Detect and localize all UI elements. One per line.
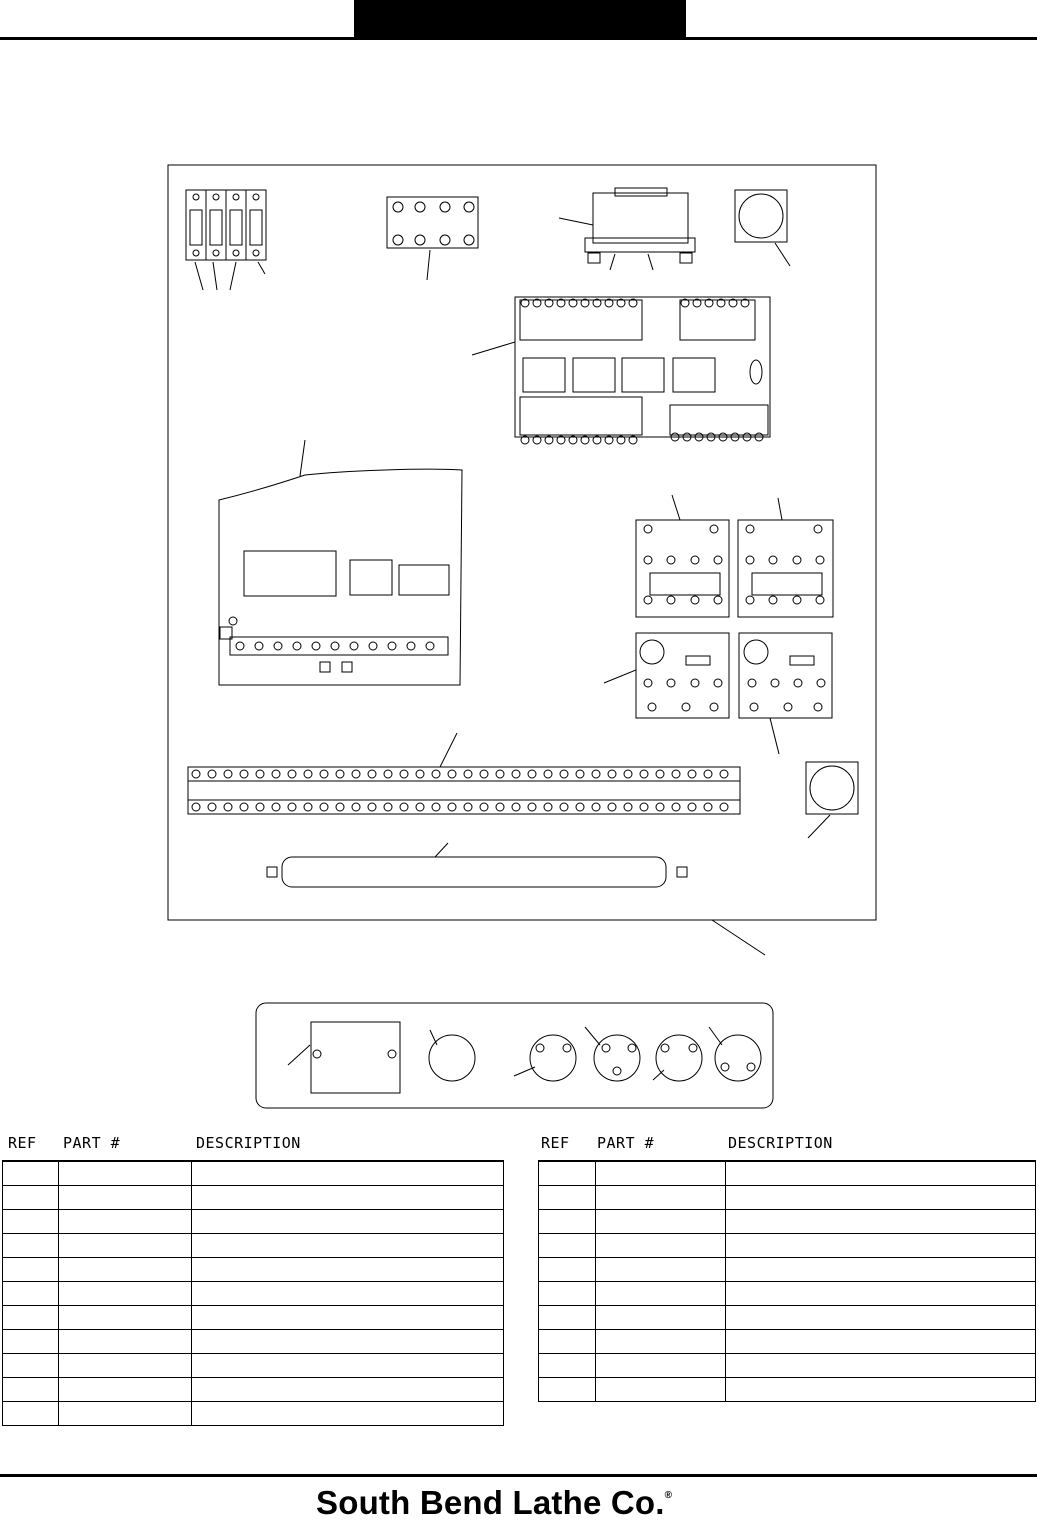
screw-terminal (350, 642, 358, 650)
screw-terminal (714, 679, 722, 687)
table-row (3, 1282, 504, 1306)
table-cell (58, 1282, 192, 1306)
parts-table-left (2, 1160, 504, 1426)
table-cell (725, 1330, 1036, 1354)
table-cell (539, 1378, 596, 1402)
screw-terminal (426, 642, 434, 650)
table-cell (595, 1258, 725, 1282)
braking-resistor (267, 843, 765, 955)
screw-terminal (384, 770, 392, 778)
control-station (256, 1003, 773, 1108)
screw-terminal (320, 770, 328, 778)
table-cell (3, 1330, 59, 1354)
screw-terminal (628, 1044, 636, 1052)
screw-terminal (544, 803, 552, 811)
table-cell (192, 1354, 504, 1378)
screw-terminal (208, 803, 216, 811)
table-row (539, 1258, 1036, 1282)
screw-terminal (352, 803, 360, 811)
table-row (3, 1161, 504, 1186)
screw-terminal (816, 556, 824, 564)
screw-terminal (704, 803, 712, 811)
screw-terminal (814, 525, 822, 533)
screw-terminal (240, 803, 248, 811)
table-cell (725, 1258, 1036, 1282)
table-row (3, 1402, 504, 1426)
screw-terminal (320, 803, 328, 811)
screw-terminal (667, 556, 675, 564)
screw-terminal (771, 679, 779, 687)
screw-terminal (769, 556, 777, 564)
table-row (539, 1210, 1036, 1234)
screw-terminal (313, 1050, 321, 1058)
screw-terminal (563, 1044, 571, 1052)
table-row (539, 1378, 1036, 1402)
screw-terminal (464, 770, 472, 778)
screw-terminal (576, 770, 584, 778)
screw-terminal (720, 803, 728, 811)
transformer (559, 188, 695, 270)
table-cell (539, 1161, 596, 1186)
screw-terminal (560, 770, 568, 778)
screw-terminal (814, 703, 822, 711)
screw-terminal (368, 803, 376, 811)
screw-terminal (448, 770, 456, 778)
table-row (3, 1330, 504, 1354)
table-cell (539, 1354, 596, 1378)
left-header-description: DESCRIPTION (196, 1134, 301, 1152)
table-cell (595, 1210, 725, 1234)
screw-terminal (710, 703, 718, 711)
screw-terminal (644, 556, 652, 564)
screw-terminal (602, 1044, 610, 1052)
table-cell (3, 1354, 59, 1378)
table-cell (725, 1282, 1036, 1306)
table-cell (595, 1282, 725, 1306)
table-row (539, 1330, 1036, 1354)
right-header-description: DESCRIPTION (728, 1134, 833, 1152)
screw-terminal (688, 803, 696, 811)
table-cell (3, 1378, 59, 1402)
table-cell (539, 1330, 596, 1354)
screw-terminal (714, 556, 722, 564)
screw-terminal (682, 703, 690, 711)
screw-terminal (407, 642, 415, 650)
screw-terminal (288, 770, 296, 778)
screw-terminal (640, 803, 648, 811)
screw-terminal (747, 1063, 755, 1071)
footer-rule (0, 1474, 1037, 1477)
screw-terminal (192, 770, 200, 778)
screw-terminal (224, 770, 232, 778)
screw-terminal (644, 679, 652, 687)
screw-terminal (480, 803, 488, 811)
screw-terminal (272, 803, 280, 811)
table-cell (58, 1402, 192, 1426)
table-cell (595, 1378, 725, 1402)
table-cell (539, 1258, 596, 1282)
screw-terminal (608, 803, 616, 811)
panel-outline (168, 165, 876, 920)
screw-terminal (536, 1044, 544, 1052)
table-row (3, 1378, 504, 1402)
screw-terminal (416, 803, 424, 811)
screw-terminal (748, 679, 756, 687)
screw-terminal (480, 770, 488, 778)
screw-terminal (336, 770, 344, 778)
table-row (3, 1258, 504, 1282)
screw-terminal (293, 642, 301, 650)
table-cell (539, 1234, 596, 1258)
table-cell (595, 1234, 725, 1258)
screw-terminal (688, 770, 696, 778)
screw-terminal (388, 1050, 396, 1058)
screw-terminal (720, 770, 728, 778)
screw-terminal (672, 770, 680, 778)
table-cell (58, 1210, 192, 1234)
table-row (539, 1282, 1036, 1306)
screw-terminal (256, 803, 264, 811)
brand-name: South Bend Lathe Co. (316, 1484, 665, 1521)
table-cell (192, 1186, 504, 1210)
table-cell (3, 1402, 59, 1426)
screw-terminal (336, 803, 344, 811)
table-row (3, 1354, 504, 1378)
screw-terminal (312, 642, 320, 650)
screw-terminal (224, 803, 232, 811)
table-cell (58, 1306, 192, 1330)
parts-table-right (538, 1160, 1036, 1402)
screw-terminal (661, 1044, 669, 1052)
terminal-block-small (387, 197, 478, 280)
table-cell (192, 1330, 504, 1354)
screw-terminal (710, 525, 718, 533)
screw-terminal (384, 803, 392, 811)
brand-logo (316, 1484, 672, 1522)
table-cell (595, 1306, 725, 1330)
screw-terminal (648, 703, 656, 711)
screw-terminal (714, 596, 722, 604)
screw-terminal (691, 679, 699, 687)
right-header-ref: REF (541, 1134, 570, 1152)
left-header-part: PART # (63, 1134, 121, 1152)
screw-terminal (794, 679, 802, 687)
screw-terminal (528, 770, 536, 778)
table-row (3, 1186, 504, 1210)
table-cell (539, 1282, 596, 1306)
screw-terminal (256, 770, 264, 778)
screw-terminal (613, 1067, 621, 1075)
screw-terminal (672, 803, 680, 811)
screw-terminal (746, 596, 754, 604)
screw-terminal (240, 770, 248, 778)
table-cell (192, 1234, 504, 1258)
screw-terminal (704, 770, 712, 778)
screw-terminal (746, 525, 754, 533)
table-cell (539, 1210, 596, 1234)
screw-terminal (304, 770, 312, 778)
table-cell (539, 1186, 596, 1210)
screw-terminal (793, 556, 801, 564)
table-cell (725, 1234, 1036, 1258)
table-row (539, 1234, 1036, 1258)
screw-terminal (644, 525, 652, 533)
screw-terminal (640, 770, 648, 778)
screw-terminal (255, 642, 263, 650)
screw-terminal (769, 596, 777, 604)
screw-terminal (192, 803, 200, 811)
table-cell (58, 1330, 192, 1354)
table-cell (725, 1378, 1036, 1402)
screw-terminal (512, 770, 520, 778)
table-cell (595, 1354, 725, 1378)
screw-terminal (691, 556, 699, 564)
table-cell (58, 1378, 192, 1402)
table-cell (539, 1306, 596, 1330)
screw-terminal (432, 803, 440, 811)
screw-terminal (496, 770, 504, 778)
screw-terminal (448, 803, 456, 811)
screw-terminal (592, 770, 600, 778)
screw-terminal (400, 770, 408, 778)
table-row (539, 1354, 1036, 1378)
screw-terminal (512, 803, 520, 811)
screw-terminal (272, 770, 280, 778)
circuit-breakers (186, 190, 266, 290)
table-cell (192, 1378, 504, 1402)
table-cell (58, 1161, 192, 1186)
screw-terminal (544, 770, 552, 778)
table-cell (58, 1234, 192, 1258)
screw-terminal (816, 596, 824, 604)
table-cell (3, 1234, 59, 1258)
screw-terminal (656, 770, 664, 778)
table-cell (192, 1210, 504, 1234)
table-cell (725, 1210, 1036, 1234)
table-cell (725, 1186, 1036, 1210)
screw-terminal (784, 703, 792, 711)
screw-terminal (416, 770, 424, 778)
screw-terminal (644, 596, 652, 604)
table-cell (58, 1258, 192, 1282)
screw-terminal (274, 642, 282, 650)
table-row (539, 1306, 1036, 1330)
screw-terminal (208, 770, 216, 778)
table-cell (192, 1161, 504, 1186)
screw-terminal (560, 803, 568, 811)
cooling-fan-top (735, 190, 790, 266)
screw-terminal (689, 1044, 697, 1052)
table-cell (192, 1402, 504, 1426)
table-cell (3, 1306, 59, 1330)
screw-terminal (721, 1063, 729, 1071)
screw-terminal (691, 596, 699, 604)
registered-mark: ® (664, 1490, 673, 1501)
screw-terminal (388, 642, 396, 650)
table-row (3, 1306, 504, 1330)
right-header-part: PART # (597, 1134, 655, 1152)
table-cell (58, 1186, 192, 1210)
screw-terminal (746, 556, 754, 564)
screw-terminal (667, 679, 675, 687)
table-row (3, 1210, 504, 1234)
screw-terminal (368, 770, 376, 778)
screw-terminal (496, 803, 504, 811)
table-cell (192, 1306, 504, 1330)
table-cell (725, 1306, 1036, 1330)
table-row (539, 1161, 1036, 1186)
screw-terminal (667, 596, 675, 604)
screw-terminal (400, 803, 408, 811)
screw-terminal (288, 803, 296, 811)
table-cell (192, 1282, 504, 1306)
table-cell (595, 1186, 725, 1210)
table-cell (192, 1258, 504, 1282)
table-cell (3, 1282, 59, 1306)
screw-terminal (656, 803, 664, 811)
table-cell (58, 1354, 192, 1378)
screw-terminal (624, 803, 632, 811)
left-header-ref: REF (8, 1134, 37, 1152)
screw-terminal (369, 642, 377, 650)
screw-terminal (817, 679, 825, 687)
screw-terminal (304, 803, 312, 811)
screw-terminal (528, 803, 536, 811)
screw-terminal (236, 642, 244, 650)
screw-terminal (608, 770, 616, 778)
contactor-right (738, 498, 833, 617)
screw-terminal (750, 703, 758, 711)
cooling-fan-bottom (806, 762, 858, 838)
table-row (539, 1186, 1036, 1210)
overload-relay-right (739, 633, 832, 754)
table-cell (725, 1161, 1036, 1186)
control-board (472, 297, 770, 437)
table-cell (3, 1210, 59, 1234)
screw-terminal (592, 803, 600, 811)
screw-terminal (352, 770, 360, 778)
screw-terminal (624, 770, 632, 778)
table-cell (3, 1161, 59, 1186)
screw-terminal (464, 803, 472, 811)
table-row (3, 1234, 504, 1258)
table-cell (3, 1186, 59, 1210)
table-cell (595, 1161, 725, 1186)
table-cell (595, 1330, 725, 1354)
screw-terminal (793, 596, 801, 604)
table-cell (3, 1258, 59, 1282)
screw-terminal (576, 803, 584, 811)
table-cell (725, 1354, 1036, 1378)
screw-terminal (432, 770, 440, 778)
screw-terminal (331, 642, 339, 650)
